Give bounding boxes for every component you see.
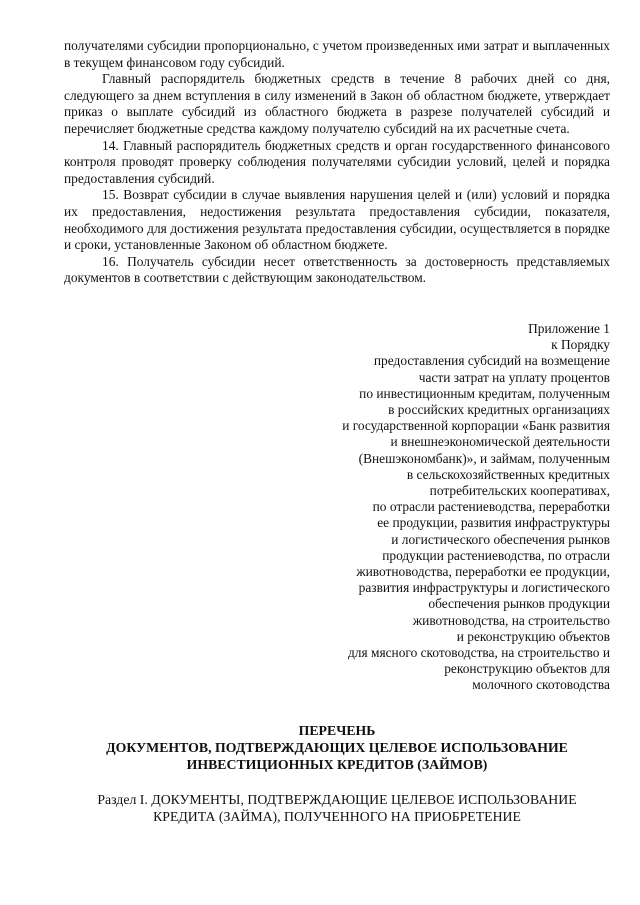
appendix-line: животноводства, переработки ее продукции,: [356, 563, 610, 579]
appendix-line: и логистического обеспечения рынков: [391, 531, 610, 547]
appendix-line: ее продукции, развития инфраструктуры: [377, 515, 610, 531]
appendix-line: обеспечения рынков продукции: [428, 596, 610, 612]
section-heading: [64, 791, 610, 825]
title-line: ИНВЕСТИЦИОННЫХ КРЕДИТОВ (ЗАЙМОВ): [186, 756, 488, 772]
paragraph-budget-order: Главный распорядитель бюджетных средств в течение 8 рабочих дней со дня, следующего за днем вступления в силу изменений в Закон об областном бюджете, утверждает приказ о выплате субсидий из областного бюджета в разрезе получателей субсидий и перечисляет бюджетные средства каждому получателю субсидий на их расчетные счета.: [64, 71, 610, 136]
appendix-line: в российских кредитных организациях: [388, 401, 610, 417]
appendix-line: для мясного скотоводства, на строительство и: [347, 644, 610, 660]
paragraph-14: 14. Главный распорядитель бюджетных средств и орган государственного финансового контроля проводят проверку соблюдения получателями субсидии условий, целей и порядка предоставления субсидий.: [64, 137, 610, 186]
appendix-header: [64, 321, 610, 694]
appendix-line: и внешнеэкономической деятельности: [390, 434, 610, 450]
appendix-line: в сельскохозяйственных кредитных: [406, 466, 610, 482]
paragraph-16: 16. Получатель субсидии несет ответственность за достоверность представляемых документов в соответствии с действующим законодательством.: [64, 253, 610, 286]
appendix-line: продукции растениеводства, по отрасли: [382, 547, 610, 563]
appendix-line: реконструкцию объектов для: [444, 661, 610, 677]
title-line: ДОКУМЕНТОВ, ПОДТВЕРЖДАЮЩИХ ЦЕЛЕВОЕ ИСПОЛЬЗОВАНИЕ: [106, 739, 568, 755]
section-line: КРЕДИТА (ЗАЙМА), ПОЛУЧЕННОГО НА ПРИОБРЕТЕНИЕ: [153, 808, 521, 824]
appendix-line: молочного скотоводства: [472, 677, 610, 693]
appendix-line: по инвестиционным кредитам, полученным: [359, 385, 610, 401]
appendix-line: части затрат на уплату процентов: [418, 369, 610, 385]
document-title: [64, 722, 610, 773]
appendix-line: потребительских кооперативах,: [429, 482, 610, 498]
appendix-line: по отрасли растениеводства, переработки: [372, 499, 610, 515]
appendix-line: и государственной корпорации «Банк развития: [342, 418, 610, 434]
appendix-line: Приложение 1: [528, 320, 610, 336]
paragraph-continuation: получателями субсидии пропорционально, с учетом произведенных ими затрат и выплаченных в текущем финансовом году субсидий.: [64, 38, 610, 70]
body-text: [64, 38, 610, 287]
section-line: Раздел I. ДОКУМЕНТЫ, ПОДТВЕРЖДАЮЩИЕ ЦЕЛЕВОЕ ИСПОЛЬЗОВАНИЕ: [97, 791, 577, 807]
appendix-line: (Внешэкономбанк)», и займам, полученным: [358, 450, 610, 466]
paragraph-15: 15. Возврат субсидии в случае выявления нарушения целей и (или) условий и порядка их предоставления, недостижения результата предоставления субсидии, показателя, необходимого для достижения результата предоставления субсидии, осуществляется в порядке и сроки, установленные Законом об областном бюджете.: [64, 187, 610, 253]
appendix-line: развития инфраструктуры и логистического: [358, 580, 610, 596]
appendix-line: и реконструкцию объектов: [456, 628, 610, 644]
appendix-line: предоставления субсидий на возмещение: [373, 353, 610, 369]
appendix-line: к Порядку: [551, 337, 610, 353]
appendix-line: животноводства, на строительство: [412, 612, 610, 628]
title-line: ПЕРЕЧЕНЬ: [298, 722, 376, 738]
